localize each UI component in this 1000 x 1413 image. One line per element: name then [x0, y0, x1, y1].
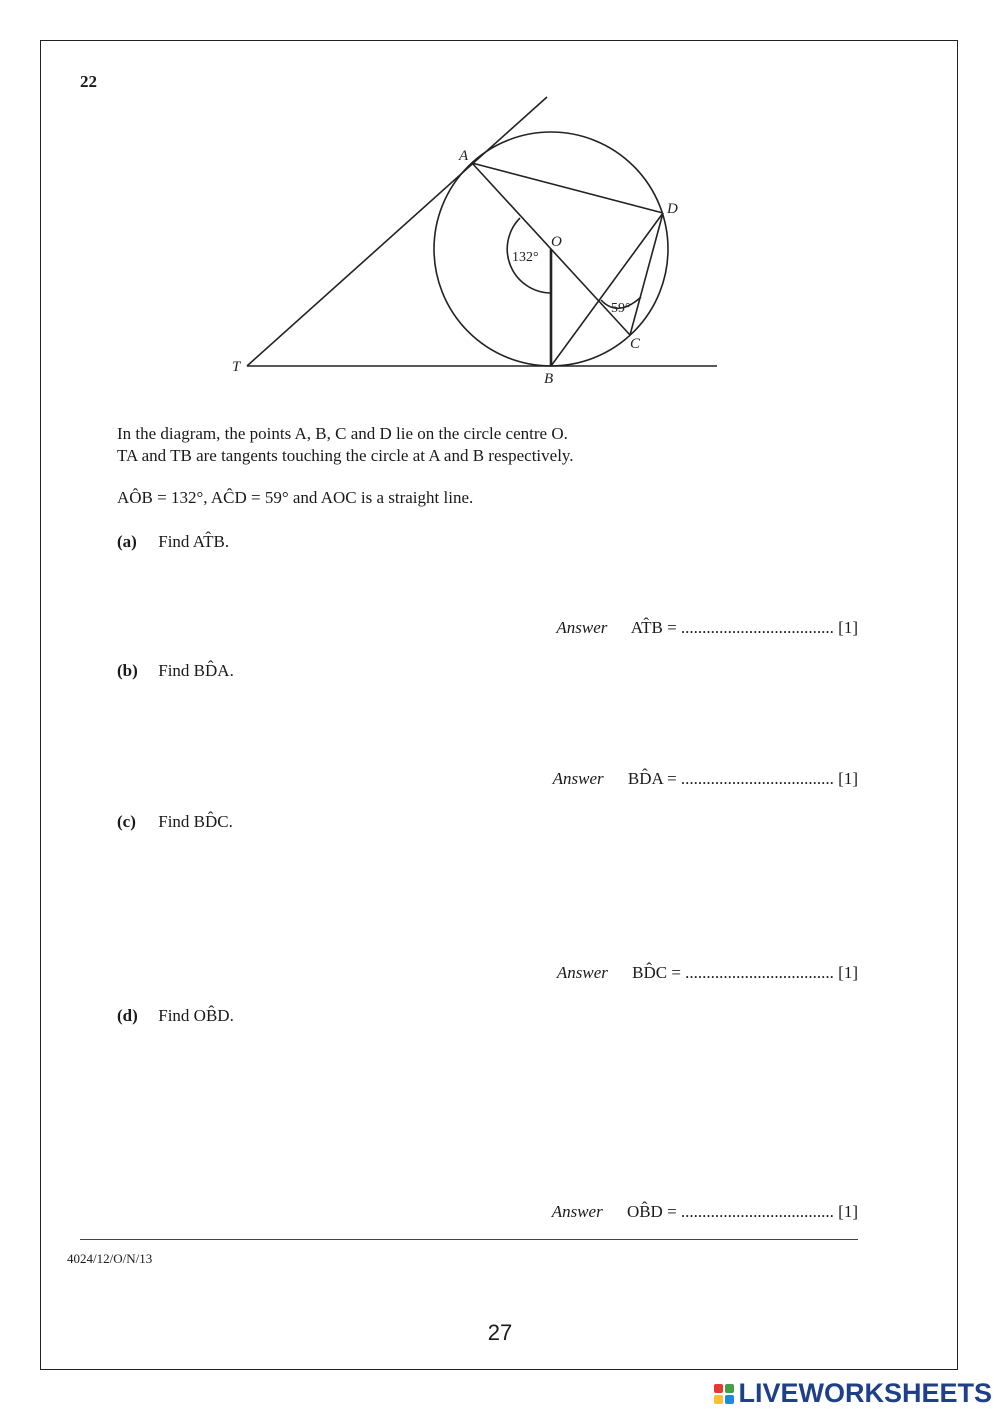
part-a-label: (a)	[117, 532, 137, 551]
answer-b[interactable]	[553, 769, 858, 789]
part-b-prompt: Find BD̂A.	[158, 661, 234, 680]
label-o: O	[551, 234, 562, 250]
logo-square-yellow	[714, 1395, 723, 1404]
label-t: T	[232, 359, 241, 375]
part-a-prompt: Find AT̂B.	[158, 532, 230, 551]
chord-bd	[551, 213, 663, 366]
logo-squares-icon	[714, 1384, 734, 1404]
answer-b-word: Answer	[552, 769, 604, 788]
page-number: 27	[487, 1320, 513, 1345]
paper-code: 4024/12/O/N/13	[67, 1251, 153, 1266]
part-c-prompt: Find BD̂C.	[158, 812, 233, 831]
logo-square-green	[725, 1384, 734, 1393]
part-d-label: (d)	[117, 1006, 138, 1025]
tangent-ta	[247, 97, 547, 366]
part-c-label: (c)	[117, 812, 136, 831]
answer-d-marks: [1]	[838, 1202, 858, 1221]
answer-c-word: Answer	[556, 963, 608, 982]
answer-c[interactable]	[557, 963, 858, 983]
angle-aob-label: 132°	[512, 250, 539, 265]
answer-b-marks: [1]	[838, 769, 858, 788]
label-c: C	[630, 336, 641, 352]
chord-ad	[472, 163, 663, 213]
geometry-diagram	[0, 0, 1000, 400]
intro-line-1: In the diagram, the points A, B, C and D lie on the circle centre O.	[117, 424, 568, 443]
logo-square-blue	[725, 1395, 734, 1404]
answer-d[interactable]	[552, 1202, 858, 1222]
part-d-prompt: Find OB̂D.	[158, 1006, 234, 1025]
answer-a-word: Answer	[556, 618, 608, 637]
answer-a-marks: [1]	[838, 618, 858, 637]
logo-text: LIVEWORKSHEETS	[738, 1378, 992, 1408]
answer-d-field[interactable]: ....................................	[680, 1202, 834, 1221]
label-b: B	[544, 371, 554, 387]
part-a	[117, 532, 229, 552]
answer-c-marks: [1]	[838, 963, 858, 982]
answer-c-var: BD̂C =	[632, 963, 681, 982]
liveworksheets-logo[interactable]	[714, 1378, 992, 1409]
answer-b-var: BD̂A =	[627, 769, 677, 788]
part-d	[117, 1006, 234, 1026]
angle-acd-label: 59°	[611, 301, 631, 316]
part-b	[117, 661, 234, 681]
answer-d-var: OB̂D =	[626, 1202, 677, 1221]
answer-b-field[interactable]: ....................................	[680, 769, 834, 788]
answer-c-field[interactable]: ...................................	[685, 963, 834, 982]
footer-rule	[80, 1239, 858, 1240]
answer-a-field[interactable]: ....................................	[680, 618, 834, 637]
intro-line-2: TA and TB are tangents touching the circle at A and B respectively.	[117, 446, 574, 465]
intro-line-3: AÔB = 132°, AĈD = 59° and AOC is a straight line.	[117, 488, 474, 507]
part-c	[117, 812, 233, 832]
logo-square-red	[714, 1384, 723, 1393]
part-b-label: (b)	[117, 661, 138, 680]
label-a: A	[459, 148, 469, 164]
question-number: 22	[80, 72, 97, 91]
answer-a[interactable]	[556, 618, 858, 638]
answer-d-word: Answer	[551, 1202, 603, 1221]
label-d: D	[667, 201, 678, 217]
answer-a-var: AT̂B =	[630, 618, 677, 637]
